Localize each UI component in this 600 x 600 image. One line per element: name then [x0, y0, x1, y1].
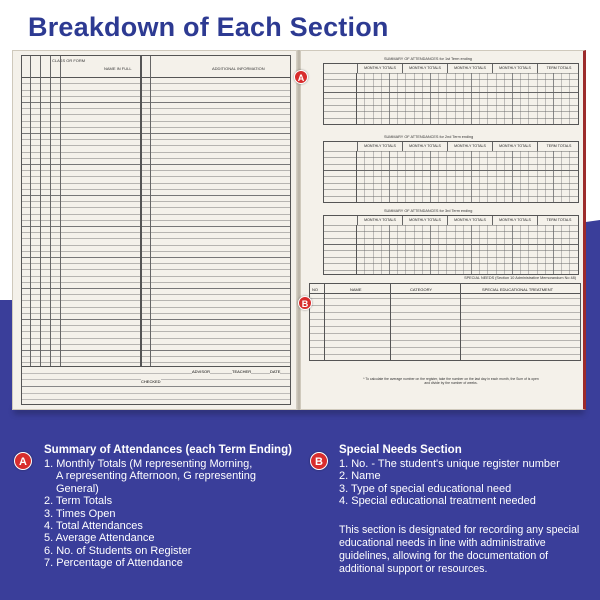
marker-b-badge: B [298, 296, 312, 310]
special-needs-table: SPECIAL NEEDS (Section 10 Administrative Memorandum No 48) NO NAME CATEGORY SPECIAL EDUCATIONAL TREATMENT [309, 283, 581, 361]
section-b-item: 4. Special educational treatment needed [339, 495, 536, 508]
section-a-item: 5. Average Attendance [44, 532, 155, 545]
section-a-item: 7. Percentage of Attendance [44, 557, 183, 570]
section-a-item: A representing Afternoon, G representing [56, 470, 256, 483]
header-additional-info: ADDITIONAL INFORMATION [212, 66, 265, 71]
page-title: Breakdown of Each Section [28, 12, 389, 42]
left-page [12, 50, 298, 410]
section-b-heading: Special Needs Section [339, 444, 462, 456]
header-name: NAME IN FULL [104, 66, 132, 71]
register-book-photo [12, 50, 586, 415]
section-b-item: 1. No. - The student's unique register number [339, 458, 560, 470]
section-b-item: 3. Type of special educational need [339, 482, 512, 495]
section-a-item: 3. Times Open [44, 507, 116, 520]
header-class: CLASS OR FORM [52, 58, 86, 63]
section-a-item: 6. No. of Students on Register [44, 544, 192, 557]
marker-a-badge: A [294, 70, 308, 84]
section-a-item: 4. Total Attendances [44, 520, 143, 533]
register-rows [22, 78, 290, 366]
student-register-table [21, 55, 291, 405]
special-needs-header: NO NAME CATEGORY SPECIAL EDUCATIONAL TREATMENT [310, 284, 580, 294]
legend-marker-a: A [14, 452, 32, 470]
special-needs-description [339, 444, 594, 576]
register-footer: ADVISOR TEACHER DATE CHECKED [22, 366, 290, 406]
summary-of-attendances-description [44, 444, 306, 570]
section-b-paragraph: This section is designated for recording any special educational needs in line with administrative guidelines, allowing for the documentation of additional support or resources. [339, 523, 580, 575]
section-a-item: General) [56, 482, 99, 495]
right-page [300, 50, 586, 410]
section-a-item: 2. Term Totals [44, 495, 113, 508]
section-a-item: 1. Monthly Totals (M representing Morning, [44, 458, 253, 470]
section-a-heading: Summary of Attendances (each Term Ending) [44, 444, 292, 456]
term-3-summary-table: SUMMARY OF ATTENDANCES for 3rd Term ending MONTHLY TOTALS MONTHLY TOTALS MONTHLY TOTALS MONTHLY TOTALS TERM TOTALS [323, 215, 579, 275]
page-footnote: * To calculate the average number on the register, take the number on the last day in each month, the Sum of is open and divide by the number of weeks. [363, 377, 539, 385]
term-2-summary-table: SUMMARY OF ATTENDANCES for 2nd Term ending MONTHLY TOTALS MONTHLY TOTALS MONTHLY TOTALS MONTHLY TOTALS TERM TOTALS [323, 141, 579, 203]
register-header [22, 56, 290, 78]
section-b-item: 2. Name [339, 470, 381, 483]
term-1-summary-table: SUMMARY OF ATTENDANCES for 1st Term ending MONTHLY TOTALS MONTHLY TOTALS MONTHLY TOTALS MONTHLY TOTALS TERM TOTALS [323, 63, 579, 125]
legend-marker-b: B [310, 452, 328, 470]
